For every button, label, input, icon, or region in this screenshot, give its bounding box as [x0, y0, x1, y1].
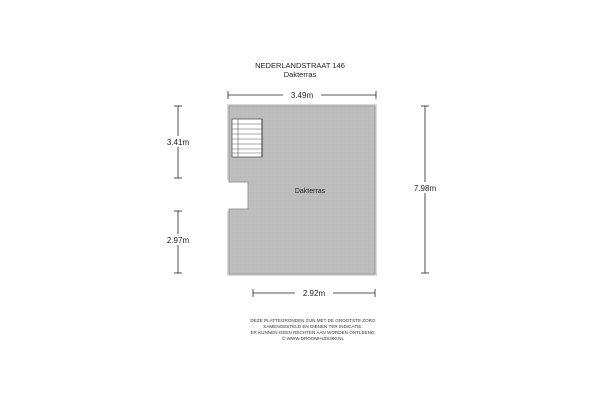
- left-upper-dimension: [160, 106, 194, 178]
- top-dimension: [228, 89, 376, 100]
- top-width-label: 3.49m: [290, 91, 314, 100]
- bottom-dimension: [253, 287, 375, 298]
- disclaimer-line-1: DEZE PLATTEGRONDEN ZIJN MET DE GROOTSTE ZORG: [250, 318, 376, 323]
- disclaimer-line-2: SAMENGESTELD EN DIENEN TER INDICATIE.: [263, 324, 363, 329]
- disclaimer-line-3: ER KUNNEN GEEN RECHTEN AAN WORDEN ONTLEEND.: [250, 330, 376, 335]
- floor-subtitle: Dakterras: [283, 70, 317, 79]
- address-title: NEDERLANDSTRAAT 146: [255, 61, 345, 70]
- left-upper-height-label: 3.41m: [166, 138, 190, 147]
- left-lower-height-label: 2.97m: [166, 236, 190, 245]
- right-height-label: 7.98m: [413, 184, 437, 193]
- right-dimension: [408, 106, 442, 273]
- disclaimer: [250, 318, 376, 341]
- staircase: [232, 119, 262, 157]
- left-lower-dimension: [160, 211, 194, 273]
- bottom-width-label: 2.92m: [302, 289, 326, 298]
- disclaimer-line-4: © WWW.DROOMHUIS360.NL: [281, 336, 345, 341]
- room-label: Dakterras: [294, 188, 326, 195]
